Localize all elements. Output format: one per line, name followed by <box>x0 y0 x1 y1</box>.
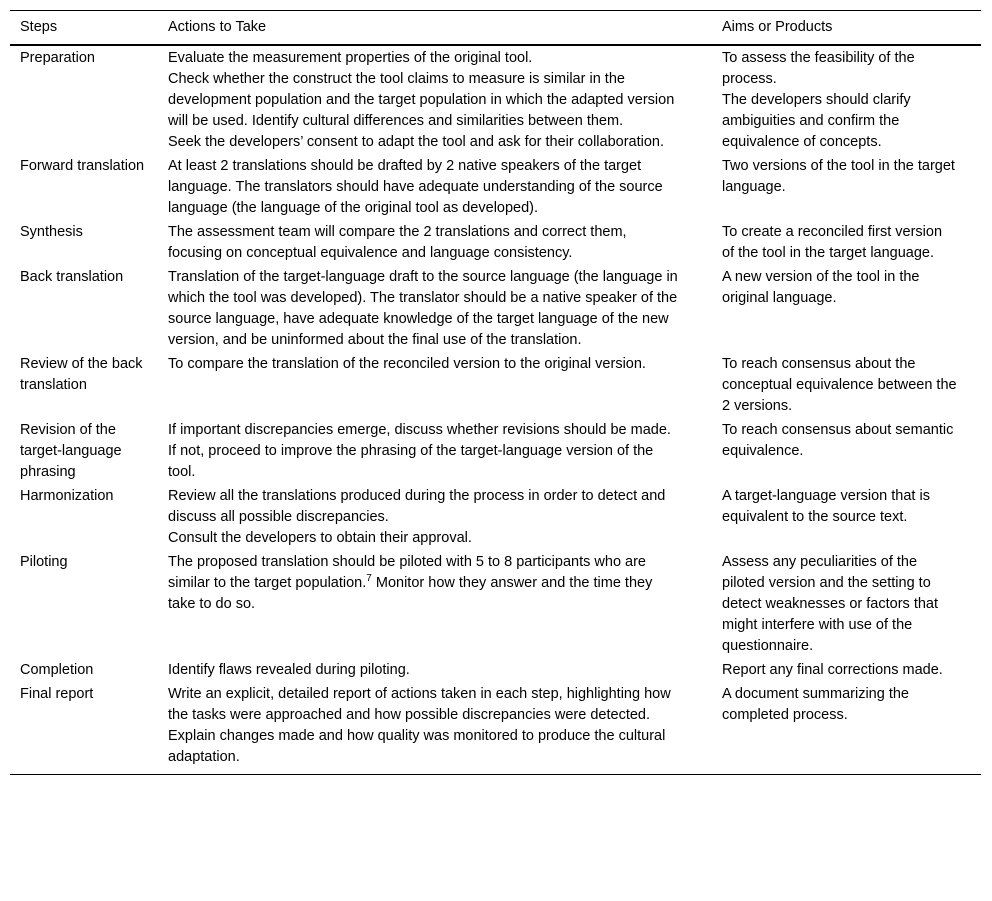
step-cell: Synthesis <box>20 224 83 240</box>
table-row <box>10 352 981 418</box>
aim-line: A document summarizing the completed process. <box>722 686 909 723</box>
aims-cell <box>712 45 981 154</box>
aims-cell <box>712 484 981 550</box>
aim-line: A target-language version that is equivalent to the source text. <box>722 488 930 525</box>
aims-cell <box>712 418 981 484</box>
aims-cell <box>712 154 981 220</box>
action-line: Evaluate the measurement properties of the original tool. <box>168 50 533 66</box>
action-line: If important discrepancies emerge, discuss whether revisions should be made. If not, proceed to improve the phrasing of the target-language version of the tool. <box>168 422 671 480</box>
aim-line: Assess any peculiarities of the piloted version and the setting to detect weaknesses or factors that might interfere with use of the questionnaire. <box>722 554 938 654</box>
action-line: The assessment team will compare the 2 translations and correct them, focusing on conceptual equivalence and language consistency. <box>168 224 627 261</box>
step-cell: Harmonization <box>20 488 114 504</box>
aim-line: The developers should clarify ambiguities and confirm the equivalence of concepts. <box>722 92 911 150</box>
action-text: Monitor how they answer and the time they take to do so. <box>168 575 653 612</box>
aim-line: To reach consensus about the conceptual equivalence between the 2 versions. <box>722 356 957 414</box>
aims-cell <box>712 220 981 265</box>
header-actions: Actions to Take <box>158 11 712 46</box>
table-row <box>10 265 981 352</box>
action-line: Translation of the target-language draft to the source language (the language in which the tool was developed). The translator should be a native speaker of the source language, have adequate knowledge of the target language of the new version, and be uninformed about the final use of the translation. <box>168 269 678 348</box>
actions-cell <box>158 418 712 484</box>
actions-cell <box>158 352 712 418</box>
aim-line: To reach consensus about semantic equivalence. <box>722 422 954 459</box>
aim-line: A new version of the tool in the original language. <box>722 269 920 306</box>
action-line: Seek the developers’ consent to adapt the tool and ask for their collaboration. <box>168 134 665 150</box>
actions-cell <box>158 154 712 220</box>
action-line: Review all the translations produced during the process in order to detect and discuss all possible discrepancies. <box>168 488 666 525</box>
actions-cell <box>158 265 712 352</box>
aim-line: To assess the feasibility of the process. <box>722 50 915 87</box>
actions-cell <box>158 682 712 775</box>
aim-line: To create a reconciled first version of the tool in the target language. <box>722 224 943 261</box>
table-header-row <box>10 11 981 46</box>
table-row <box>10 658 981 682</box>
table-row <box>10 682 981 775</box>
action-line: Write an explicit, detailed report of actions taken in each step, highlighting how the tasks were approached and how possible discrepancies were detected. Explain changes made and how quality was monitored to produce the cultural adaptation. <box>168 686 671 765</box>
table-row <box>10 418 981 484</box>
action-line <box>168 552 678 615</box>
header-steps: Steps <box>10 11 158 46</box>
aims-cell <box>712 550 981 658</box>
adaptation-steps-table-wrapper <box>10 10 981 775</box>
action-line: To compare the translation of the reconciled version to the original version. <box>168 356 646 372</box>
action-line: Consult the developers to obtain their approval. <box>168 530 472 546</box>
action-line: At least 2 translations should be drafted by 2 native speakers of the target language. The translators should have adequate understanding of the source language (the language of the original tool as developed). <box>168 158 663 216</box>
aims-cell <box>712 658 981 682</box>
step-cell: Forward translation <box>20 158 145 174</box>
table-row <box>10 550 981 658</box>
actions-cell <box>158 45 712 154</box>
step-cell: Back translation <box>20 269 124 285</box>
action-line: Check whether the construct the tool claims to measure is similar in the development population and the target population in which the adapted version will be used. Identify cultural differences and similarities between them. <box>168 71 675 129</box>
step-cell: Revision of the target-language phrasing <box>20 422 122 480</box>
step-cell: Piloting <box>20 554 68 570</box>
table-row <box>10 220 981 265</box>
step-cell: Final report <box>10 682 158 775</box>
step-cell: Preparation <box>20 50 95 66</box>
actions-cell <box>158 220 712 265</box>
actions-cell <box>158 484 712 550</box>
aims-cell <box>712 352 981 418</box>
aim-line: Report any final corrections made. <box>722 662 943 678</box>
aim-line: Two versions of the tool in the target language. <box>722 158 955 195</box>
adaptation-steps-table <box>10 10 981 775</box>
action-text: The proposed translation should be piloted with 5 to 8 participants who are similar to the target population. <box>168 554 646 591</box>
header-aims: Aims or Products <box>712 11 981 46</box>
step-cell: Review of the back translation <box>20 356 143 393</box>
actions-cell <box>158 550 712 658</box>
table-row <box>10 154 981 220</box>
action-line: Identify flaws revealed during piloting. <box>168 662 410 678</box>
step-cell: Completion <box>20 662 94 678</box>
citation-superscript: 7 <box>366 573 372 585</box>
aims-cell <box>712 265 981 352</box>
aims-cell <box>712 682 981 775</box>
table-row <box>10 45 981 154</box>
table-row <box>10 484 981 550</box>
actions-cell <box>158 658 712 682</box>
